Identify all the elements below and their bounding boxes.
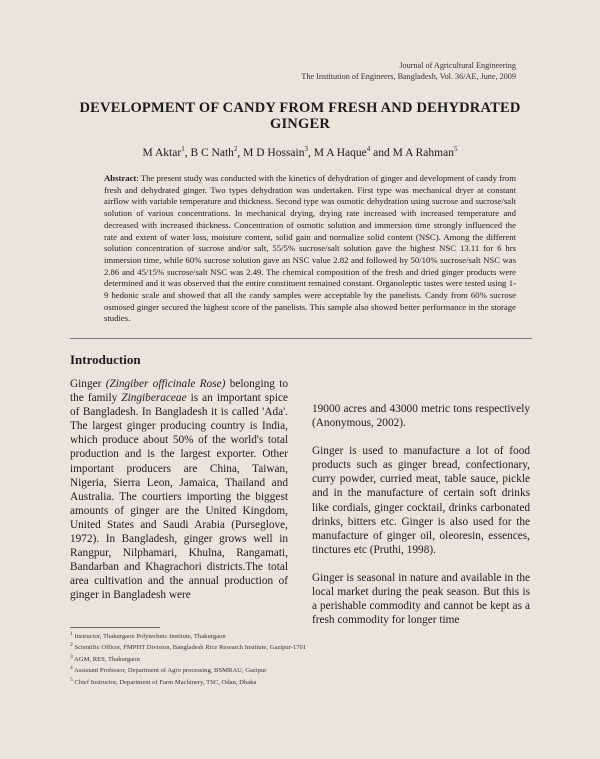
abstract-label: Abstract [104, 173, 137, 183]
author: M Aktar$^1$ [142, 145, 185, 159]
abstract: Abstract: The present study was conducted with the kinetics of dehydration of ginger and development of candy from fresh and dehydrated ginger. Two types dehydration was undertaken. First type was mechanical dryer at constant airflow with variable temperature and thickness. Second type was osmotic dehydration using sucrose and sucrose/salt solution of various concentrations. In mechanical drying, drying rate increased with increased temperature and decreased with increased thickness. Concentration of osmotic solution and immersion time strongly influenced the rate and extent of water loss, moisture content, solid gain and normalize solid content (NSC). Among the different solution concentration of sucrose and/or salt, 55/5% sucrose/salt solution gave the highest NSC 13.11 for 6 hrs immersion time, while 60% sucrose solution gave an NSC value 2.82 and followed by 50/10% sucrose/salt NSC was 2.86 and 45/15% sucrose/salt NSC was 2.49. The chemical composition of the fresh and dried ginger products were determined and it was observed that the entire constituent remained constant. Organoleptic tastes were tested using 1-9 hedonic scale and showed that all the candy samples were acceptable by the panelists. Candy from 60% sucrose osmosed ginger secured the highest score of the panelists. This sample also showed better performance in the storage studies. [104, 173, 516, 324]
abstract-text: The present study was conducted with the kinetics of dehydration of ginger and development of candy from fresh and dehydrated ginger. Two types dehydration was undertaken. First type was mechanical dryer at constant airflow with variable temperature and thickness. Second type was osmotic dehydration using sucrose and sucrose/salt solution of various concentrations. In mechanical drying, drying rate increased with increased temperature and decreased with increased thickness. Concentration of osmotic solution and immersion time strongly influenced the rate and extent of water loss, moisture content, solid gain and normalize solid content (NSC). Among the different solution concentration of sucrose and/or salt, 55/5% sucrose/salt solution gave the highest NSC 13.11 for 6 hrs immersion time, while 60% sucrose solution gave an NSC value 2.82 and followed by 50/10% sucrose/salt NSC was 2.86 and 45/15% sucrose/salt NSC was 2.49. The chemical composition of the fresh and dried ginger products were determined and it was observed that the entire constituent remained constant. Organoleptic tastes were tested using 1-9 hedonic scale and showed that all the candy samples were acceptable by the panelists. Candy from 60% sucrose osmosed ginger secured the highest score of the panelists. This sample also showed better performance in the storage studies. [104, 173, 516, 324]
journal-header [301, 60, 516, 82]
journal-issue: The Institution of Engineers, Bangladesh, Vol. 36/AE, June, 2009 [301, 72, 516, 81]
paragraph: Ginger is used to manufacture a lot of food products such as ginger bread, confectionary, curry powder, curried meat, table sauce, pickle and in the manufacture of certain soft drinks like cordials, ginger cocktail, drinks carbonated drinks, bitters etc. Ginger is also used for the manufacture of ginger oil, oleoresin, essences, tinctures etc (Pruthi, 1998). [312, 445, 530, 556]
footnote: $^3$ AGM, RES, Thakurgaon [70, 653, 140, 663]
footnote: $^1$ Instructor, Thakurgaon Polytechnic Institute, Thakurgaon [70, 631, 226, 641]
footnote: $^2$ Scientific Officer, FMPHT Division, Bangladesh Rice Research Institute, Gazipur-1701 [70, 642, 307, 652]
author: M A Haque$^4$ [313, 145, 371, 159]
section-heading-introduction: Introduction [70, 352, 141, 367]
author: M D Hossain$^3$ [243, 145, 308, 159]
paragraph: 19000 acres and 43000 metric tons respectively (Anonymous, 2002). [312, 403, 530, 430]
footnote: $^5$ Chief Instructor, Department of Farm Machinery, TSC, Odan, Dhaka [70, 676, 257, 686]
section-divider [70, 338, 532, 339]
journal-name: Journal of Agricultural Engineering [399, 61, 516, 70]
author: B C Nath$^2$ [190, 145, 238, 159]
paragraph: Ginger is seasonal in nature and available in the local market during the peak season. But this is a perishable commodity and cannot be kept as a fresh commodity for longer time [312, 571, 530, 627]
footnote-divider [70, 627, 160, 628]
paragraph: Ginger (Zingiber officinale Rose) belonging to the family Zingiberaceae is an important spice of Bangladesh. In Bangladesh it is called 'Ada'. The largest ginger producing country is India, which produce about 50% of the world's total production and is the largest exporter. Other important producers are China, Taiwan, Nigeria, Sierra Leon, Jamaica, Thailand and Australia. The courtiers importing the biggest amounts of ginger are the United Kingdom, United States and Saudi Arabia (Purseglove, 1972). In Bangladesh, ginger grows well in Rangpur, Nilphamari, Khulna, Rangamati, Bandarban and Khagrachori districts.The total area cultivation and the annual production of ginger in Bangladesh were [70, 378, 288, 602]
footnote: $^4$ Assistant Professor, Department of Agro processing, BSMRAU, Gazipur [70, 665, 267, 675]
right-column [312, 402, 530, 641]
author-list: M Aktar$^1$, B C Nath$^2$, M D Hossain$^3$, M A Haque$^4$ and M A Rahman$^5$ [142, 145, 458, 159]
footnotes [70, 630, 400, 687]
author: M A Rahman$^5$ [392, 145, 458, 159]
paper-title: DEVELOPMENT OF CANDY FROM FRESH AND DEHYDRATED GINGER [79, 100, 521, 132]
left-column [70, 377, 288, 617]
